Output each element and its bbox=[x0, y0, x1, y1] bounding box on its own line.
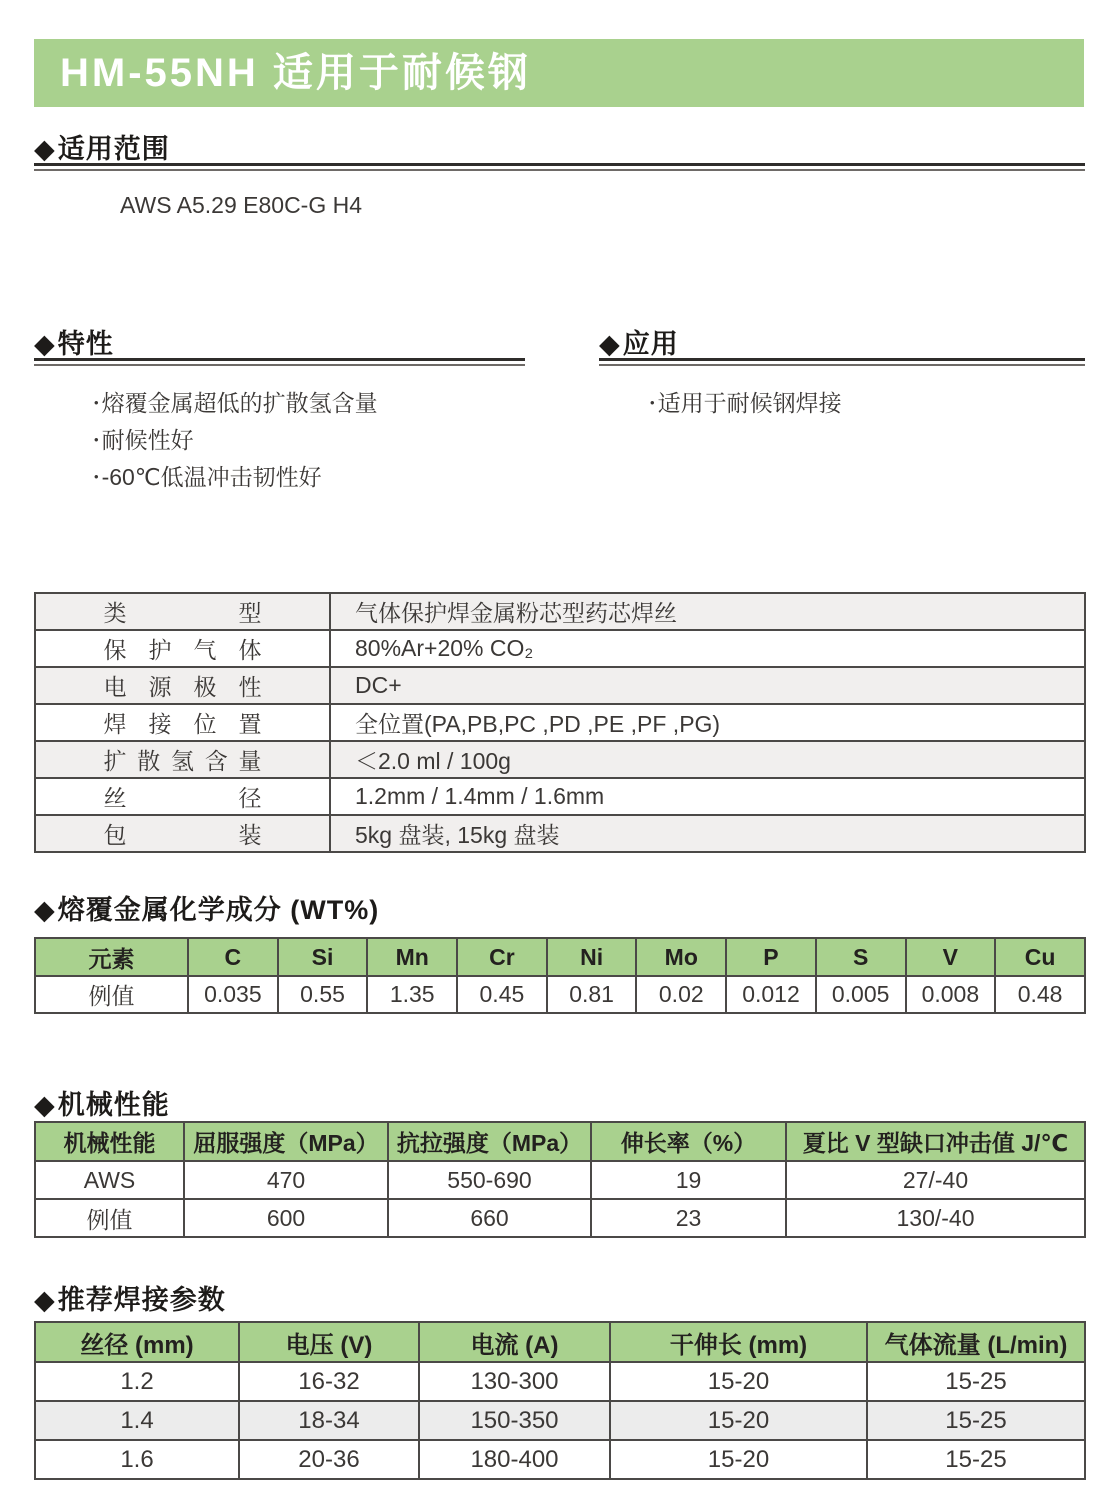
column-header: 伸长率（%） bbox=[591, 1122, 786, 1161]
table-row bbox=[35, 1199, 1085, 1237]
section-heading-scope-label: 适用范围 bbox=[57, 134, 170, 164]
column-header: Ni bbox=[547, 938, 637, 976]
column-header: Cr bbox=[457, 938, 547, 976]
value-cell: 0.48 bbox=[995, 976, 1085, 1013]
section-heading-welding-params bbox=[34, 1278, 226, 1317]
spec-label-cell: 保护气体 bbox=[35, 630, 330, 667]
row-label-cell: 例值 bbox=[35, 976, 188, 1013]
value-cell: 0.45 bbox=[457, 976, 547, 1013]
value-cell: 23 bbox=[591, 1199, 786, 1237]
diamond-icon: ◆ bbox=[34, 895, 56, 925]
value-cell: 1.2 bbox=[35, 1362, 239, 1401]
value-cell: 16-32 bbox=[239, 1362, 419, 1401]
section-heading-mechanical-label: 机械性能 bbox=[57, 1090, 170, 1120]
value-cell: 0.81 bbox=[547, 976, 637, 1013]
row-label-cell: 例值 bbox=[35, 1199, 184, 1237]
table-row bbox=[35, 1362, 1085, 1401]
spec-value-cell: 气体保护焊金属粉芯型药芯焊丝 bbox=[330, 593, 1085, 630]
column-header: Mn bbox=[367, 938, 457, 976]
welding-params-table bbox=[34, 1321, 1086, 1480]
row-label-cell: AWS bbox=[35, 1161, 184, 1199]
table-row bbox=[35, 778, 1085, 815]
value-cell: 15-25 bbox=[867, 1440, 1085, 1479]
chemistry-table bbox=[34, 937, 1086, 1014]
value-cell: 0.012 bbox=[726, 976, 816, 1013]
column-header: Si bbox=[278, 938, 368, 976]
column-header: 干伸长 (mm) bbox=[610, 1322, 867, 1362]
value-cell: 0.035 bbox=[188, 976, 278, 1013]
list-item bbox=[94, 458, 378, 495]
table-header-row bbox=[35, 1322, 1085, 1362]
spec-label-cell: 类型 bbox=[35, 593, 330, 630]
feature-text: 耐候性好 bbox=[101, 427, 194, 453]
column-header: Cu bbox=[995, 938, 1085, 976]
spec-value-cell: DC+ bbox=[330, 667, 1085, 704]
table-row bbox=[35, 630, 1085, 667]
spec-value-cell: 全位置(PA,PB,PC ,PD ,PE ,PF ,PG) bbox=[330, 704, 1085, 741]
spec-label-cell: 包装 bbox=[35, 815, 330, 852]
column-header: 电压 (V) bbox=[239, 1322, 419, 1362]
diamond-icon: ◆ bbox=[34, 134, 56, 164]
table-row bbox=[35, 815, 1085, 852]
table-row bbox=[35, 667, 1085, 704]
column-header: C bbox=[188, 938, 278, 976]
bullet-icon: • bbox=[94, 469, 99, 484]
value-cell: 20-36 bbox=[239, 1440, 419, 1479]
value-cell: 27/-40 bbox=[786, 1161, 1085, 1199]
value-cell: 130-300 bbox=[419, 1362, 610, 1401]
spec-label-cell: 丝径 bbox=[35, 778, 330, 815]
section-heading-welding-params-label: 推荐焊接参数 bbox=[57, 1285, 226, 1315]
table-row bbox=[35, 704, 1085, 741]
spec-table bbox=[34, 592, 1086, 853]
column-header: Mo bbox=[636, 938, 726, 976]
value-cell: 550-690 bbox=[388, 1161, 591, 1199]
spec-label-cell: 扩散氢含量 bbox=[35, 741, 330, 778]
diamond-icon: ◆ bbox=[34, 1090, 56, 1120]
spec-label-cell: 电源极性 bbox=[35, 667, 330, 704]
section-divider bbox=[599, 358, 1085, 366]
table-row bbox=[35, 593, 1085, 630]
product-title-banner bbox=[34, 39, 1084, 107]
diamond-icon: ◆ bbox=[34, 329, 56, 359]
product-title: HM-55NH 适用于耐候钢 bbox=[60, 51, 531, 95]
value-cell: 1.35 bbox=[367, 976, 457, 1013]
value-cell: 0.008 bbox=[906, 976, 996, 1013]
table-row bbox=[35, 976, 1085, 1013]
feature-text: -60℃低温冲击韧性好 bbox=[101, 464, 322, 490]
section-heading-chemistry bbox=[34, 888, 379, 927]
value-cell: 0.55 bbox=[278, 976, 368, 1013]
column-header: 机械性能 bbox=[35, 1122, 184, 1161]
column-header: S bbox=[816, 938, 906, 976]
diamond-icon: ◆ bbox=[34, 1285, 56, 1315]
table-header-row bbox=[35, 938, 1085, 976]
column-header: 电流 (A) bbox=[419, 1322, 610, 1362]
value-cell: 600 bbox=[184, 1199, 388, 1237]
value-cell: 15-25 bbox=[867, 1401, 1085, 1440]
value-cell: 0.005 bbox=[816, 976, 906, 1013]
table-row bbox=[35, 1440, 1085, 1479]
spec-value-cell: 80%Ar+20% CO₂ bbox=[330, 630, 1085, 667]
column-header: 丝径 (mm) bbox=[35, 1322, 239, 1362]
value-cell: 15-25 bbox=[867, 1362, 1085, 1401]
value-cell: 1.4 bbox=[35, 1401, 239, 1440]
column-header: V bbox=[906, 938, 996, 976]
column-header: 夏比 V 型缺口冲击值 J/℃ bbox=[786, 1122, 1085, 1161]
bullet-icon: • bbox=[94, 395, 99, 410]
section-heading-features bbox=[34, 322, 114, 361]
value-cell: 1.6 bbox=[35, 1440, 239, 1479]
value-cell: 660 bbox=[388, 1199, 591, 1237]
column-header: 屈服强度（MPa） bbox=[184, 1122, 388, 1161]
applications-list bbox=[650, 384, 842, 421]
value-cell: 15-20 bbox=[610, 1440, 867, 1479]
diamond-icon: ◆ bbox=[599, 329, 621, 359]
list-item bbox=[94, 421, 378, 458]
table-row bbox=[35, 1401, 1085, 1440]
section-divider bbox=[34, 163, 1085, 171]
spec-value-cell: 5kg 盘装, 15kg 盘装 bbox=[330, 815, 1085, 852]
table-row bbox=[35, 741, 1085, 778]
section-heading-scope bbox=[34, 127, 170, 166]
table-row bbox=[35, 1161, 1085, 1199]
section-heading-applications-label: 应用 bbox=[622, 329, 679, 359]
column-header: 气体流量 (L/min) bbox=[867, 1322, 1085, 1362]
list-item bbox=[94, 384, 378, 421]
bullet-icon: • bbox=[650, 395, 655, 410]
value-cell: 150-350 bbox=[419, 1401, 610, 1440]
section-heading-features-label: 特性 bbox=[57, 329, 114, 359]
spec-label-cell: 焊接位置 bbox=[35, 704, 330, 741]
column-header: P bbox=[726, 938, 816, 976]
value-cell: 130/-40 bbox=[786, 1199, 1085, 1237]
value-cell: 470 bbox=[184, 1161, 388, 1199]
section-divider bbox=[34, 358, 525, 366]
value-cell: 18-34 bbox=[239, 1401, 419, 1440]
value-cell: 15-20 bbox=[610, 1362, 867, 1401]
value-cell: 19 bbox=[591, 1161, 786, 1199]
value-cell: 180-400 bbox=[419, 1440, 610, 1479]
mechanical-table bbox=[34, 1121, 1086, 1238]
bullet-icon: • bbox=[94, 432, 99, 447]
spec-value-cell: 1.2mm / 1.4mm / 1.6mm bbox=[330, 778, 1085, 815]
section-heading-chemistry-label: 熔覆金属化学成分 (WT%) bbox=[57, 895, 380, 925]
value-cell: 0.02 bbox=[636, 976, 726, 1013]
section-heading-mechanical bbox=[34, 1083, 170, 1122]
feature-text: 熔覆金属超低的扩散氢含量 bbox=[101, 390, 378, 416]
table-header-row bbox=[35, 1122, 1085, 1161]
application-text: 适用于耐候钢焊接 bbox=[657, 390, 842, 416]
column-header: 抗拉强度（MPa） bbox=[388, 1122, 591, 1161]
list-item bbox=[650, 384, 842, 421]
column-header: 元素 bbox=[35, 938, 188, 976]
features-list bbox=[94, 384, 378, 495]
value-cell: 15-20 bbox=[610, 1401, 867, 1440]
spec-value-cell: ＜2.0 ml / 100g bbox=[330, 741, 1085, 778]
section-heading-applications bbox=[599, 322, 679, 361]
standard-classification: AWS A5.29 E80C-G H4 bbox=[120, 192, 363, 218]
